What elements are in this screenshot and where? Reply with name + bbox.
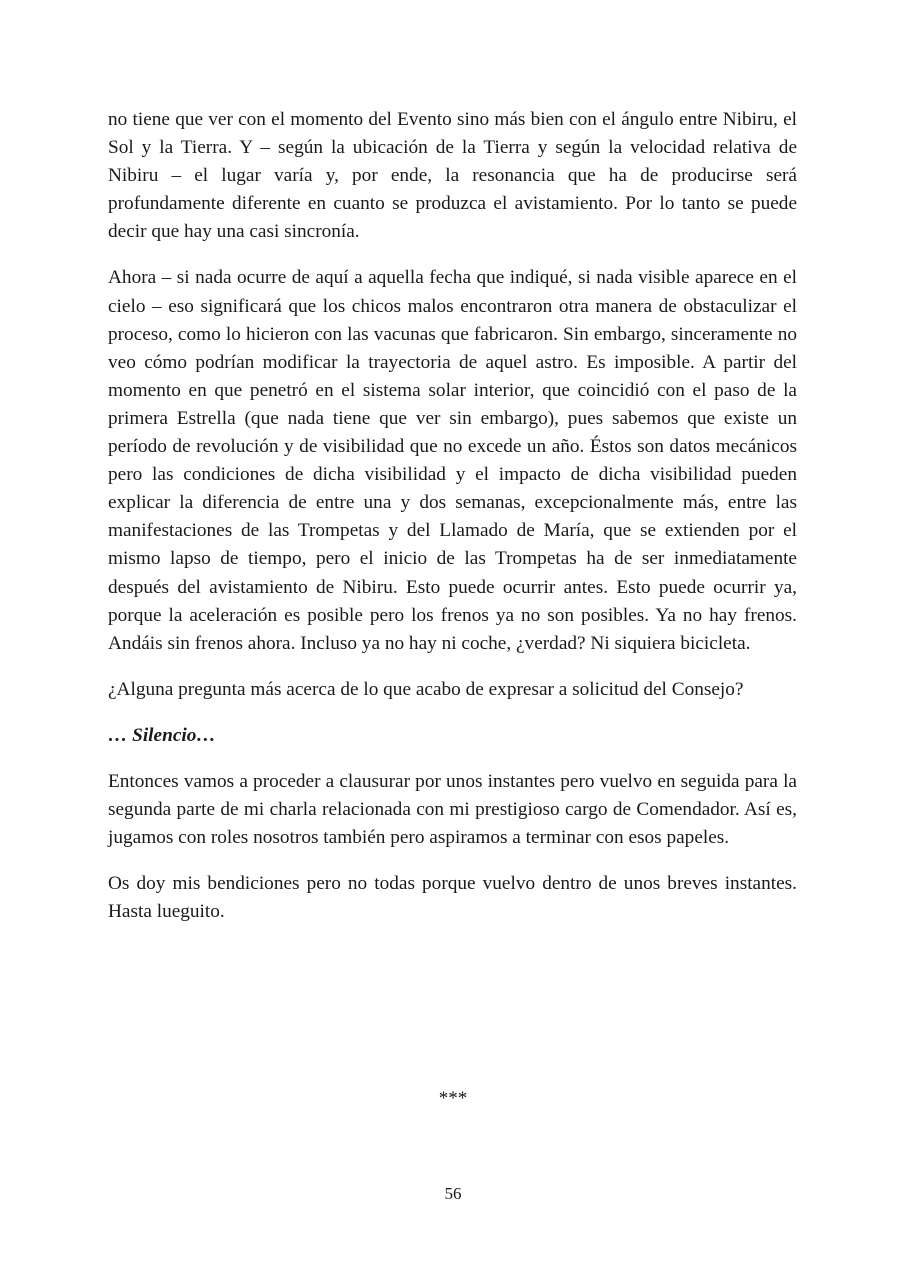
page-number: 56 — [444, 1184, 462, 1203]
paragraph-2: Ahora – si nada ocurre de aquí a aquella fecha que indiqué, si nada visible aparece en el cielo – eso significará que los chicos malos encontraron otra manera de obstaculizar el proceso, como lo hicieron con las vacunas que fabricaron. Sin embargo, sinceramente no veo cómo podrían modificar la trayectoria de aquel astro. Es imposible. A partir del momento en que penetró en el sistema solar interior, que coincidió con el paso de la primera Estrella (que nada tiene que ver sin embargo), pues sabemos que existe un período de revolución y de visibilidad que no excede un año. Éstos son datos mecánicos pero las condiciones de dicha visibilidad y el impacto de dicha visibilidad pueden explicar la diferencia de entre una y dos semanas, excepcionalmente más, entre las manifestaciones de las Trompetas y del Llamado de María, que se extienden por el mismo lapso de tiempo, pero el inicio de las Trompetas ha de ser inmediatamente después del avistamiento de Nibiru. Esto puede ocurrir antes. Esto puede ocurrir ya, porque la aceleración es posible pero los frenos ya no son posibles. Ya no hay frenos. Andáis sin frenos ahora. Incluso ya no hay ni coche, ¿verdad? Ni siquiera bicicleta. — [108, 267, 797, 654]
section-separator: *** — [438, 1088, 468, 1109]
paragraph-5: Entonces vamos a proceder a clausurar por unos instantes pero vuelvo en seguida para la segunda parte de mi charla relacionada con mi prestigioso cargo de Comendador. Así es, jugamos con roles nosotros también pero aspiramos a terminar con esos papeles. — [108, 770, 797, 849]
paragraph-3: ¿Alguna pregunta más acerca de lo que acabo de expresar a solicitud del Consejo? — [108, 678, 744, 700]
silence-note: … Silencio… — [108, 724, 216, 746]
body-text — [108, 106, 797, 944]
paragraph-6: Os doy mis bendiciones pero no todas porque vuelvo dentro de unos breves instantes. Hasta lueguito. — [108, 873, 797, 923]
paragraph-1: no tiene que ver con el momento del Evento sino más bien con el ángulo entre Nibiru, el Sol y la Tierra. Y – según la ubicación de la Tierra y según la velocidad relativa de Nibiru – el lugar varía y, por ende, la resonancia que ha de producirse será profundamente diferente en cuanto se produzca el avistamiento. Por lo tanto se puede decir que hay una casi sincronía. — [108, 109, 797, 243]
